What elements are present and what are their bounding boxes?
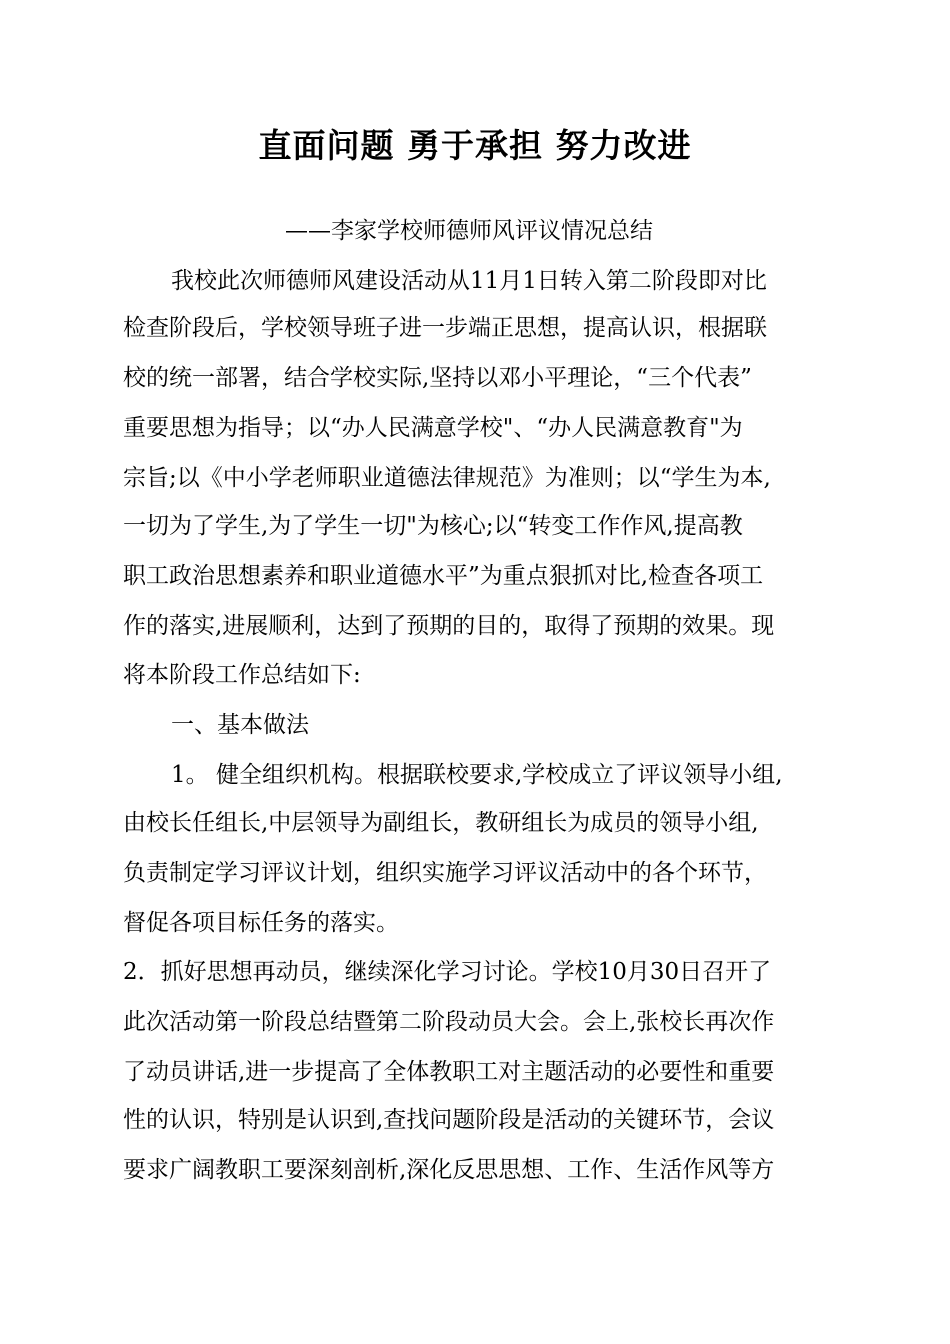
document-title: 直面问题 勇于承担 努力改进: [258, 126, 692, 165]
paragraph-line: 校的统一部署，结合学校实际,坚持以邓小平理论，“三个代表”: [123, 365, 752, 391]
document-subtitle: ——李家学校师德师风评议情况总结: [285, 218, 653, 244]
paragraph-line: 职工政治思想素养和职业道德水平”为重点狠抓对比,检查各项工: [123, 563, 764, 589]
paragraph-line: 一切为了学生,为了学生一切"为核心;以“转变工作作风,提高教: [123, 513, 743, 539]
paragraph-line: 此次活动第一阶段总结暨第二阶段动员大会。会上,张校长再次作: [123, 1009, 775, 1035]
paragraph-line: 我校此次师德师风建设活动从11月1日转入第二阶段即对比: [171, 268, 767, 294]
paragraph-line: 将本阶段工作总结如下:: [123, 662, 361, 688]
paragraph-line: 由校长任组长,中层领导为副组长，教研组长为成员的领导小组,: [123, 810, 759, 836]
paragraph-line: 要求广阔教职工要深刻剖析,深化反思思想、工作、生活作风等方: [123, 1157, 775, 1183]
paragraph-line: 作的落实,进展顺利，达到了预期的目的，取得了预期的效果。现: [123, 613, 775, 639]
paragraph-line: 性的认识，特别是认识到,查找问题阶段是活动的关键环节，会议: [123, 1107, 775, 1133]
paragraph-line: 重要思想为指导；以“办人民满意学校"、“办人民满意教育"为: [123, 415, 743, 441]
paragraph-line: 检查阶段后，学校领导班子进一步端正思想，提高认识，根据联: [123, 315, 767, 341]
paragraph-line: 了动员讲话,进一步提高了全体教职工对主题活动的必要性和重要: [123, 1059, 775, 1085]
paragraph-line: 负责制定学习评议计划，组织实施学习评议活动中的各个环节，: [123, 860, 767, 886]
paragraph-line: 2．抓好思想再动员，继续深化学习讨论。学校10月30日召开了: [123, 959, 772, 985]
paragraph-line: 宗旨;以《中小学老师职业道德法律规范》为准则；以“学生为本,: [123, 465, 771, 491]
paragraph-line: 1。 健全组织机构。根据联校要求,学校成立了评议领导小组,: [171, 762, 783, 788]
paragraph-line: 督促各项目标任务的落实。: [123, 910, 399, 936]
section-heading: 一、基本做法: [171, 712, 309, 738]
